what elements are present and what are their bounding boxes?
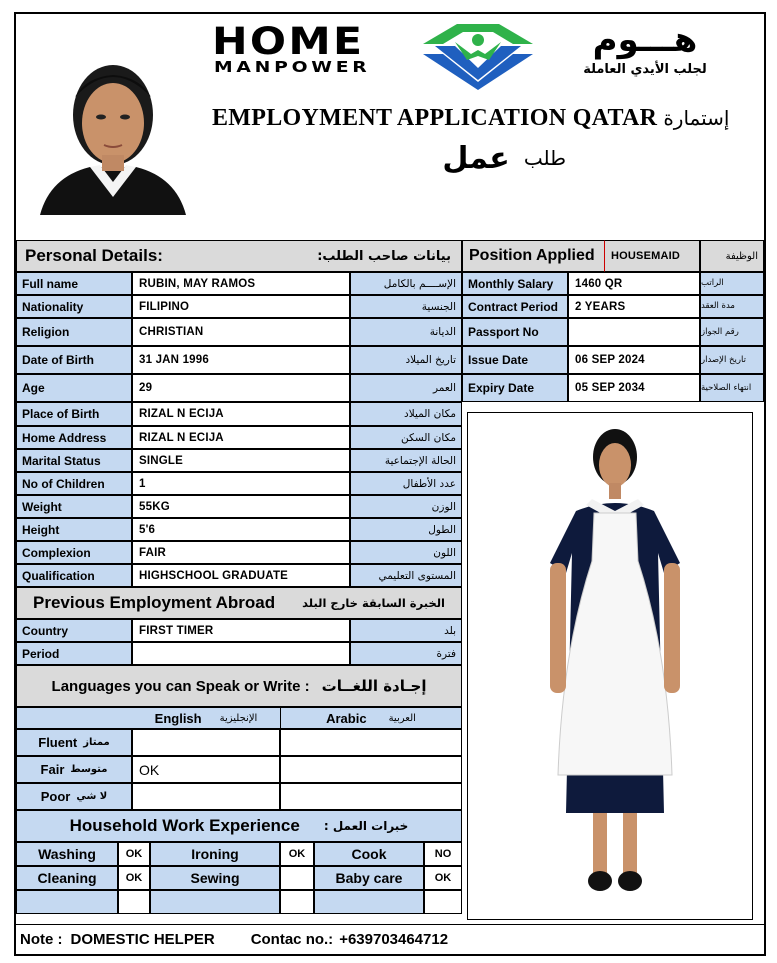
position-row-label-arabic: انتهاء الصلاحية (700, 374, 764, 402)
logo-text-home: HOME (212, 20, 365, 63)
form-subtitle-arabic-small: طلب (523, 146, 566, 170)
personal-row-label: Age (16, 374, 132, 402)
household-skill-label: Cleaning (16, 866, 118, 890)
personal-row-label-arabic: تاريخ الميلاد (350, 346, 462, 374)
language-level-label (16, 729, 132, 756)
personal-row-label-arabic: العمر (350, 374, 462, 402)
household-heading-english: Household Work Experience (69, 816, 300, 835)
personal-row-label: Place of Birth (16, 402, 132, 426)
logo-text-manpower: MANPOWER (214, 58, 371, 76)
personal-row-label: Home Address (16, 426, 132, 449)
footer-bar (16, 924, 764, 954)
position-row-value: 1460 QR (568, 272, 700, 295)
previous-row-label-arabic: فترة (350, 642, 462, 665)
languages-heading-arabic: إجـادة اللغــات (321, 677, 427, 695)
personal-row-label: Complexion (16, 541, 132, 564)
personal-row-label-arabic: الطول (350, 518, 462, 541)
position-row-value: 2 YEARS (568, 295, 700, 318)
household-skill-label: Cook (314, 842, 424, 866)
language-arabic-value (280, 756, 462, 783)
position-applied-value: HOUSEMAID (604, 240, 700, 272)
arabic-label-arabic: العربية (388, 712, 416, 724)
personal-row-label: Religion (16, 318, 132, 346)
personal-row-label-arabic: مكان الميلاد (350, 402, 462, 426)
personal-row-value: 31 JAN 1996 (132, 346, 350, 374)
household-skill-value: OK (118, 842, 150, 866)
language-level-arabic: ممتاز (83, 737, 110, 748)
personal-row-value: RIZAL N ECIJA (132, 402, 350, 426)
language-level-english: Poor (40, 789, 71, 804)
previous-row-label: Period (16, 642, 132, 665)
previous-row-value (132, 642, 350, 665)
previous-row-label: Country (16, 619, 132, 642)
household-skill-value (118, 890, 150, 914)
household-skill-value (424, 890, 462, 914)
household-skill-label (150, 890, 280, 914)
languages-heading (16, 665, 462, 707)
language-level-arabic: لا شي (76, 791, 108, 802)
personal-row-label-arabic: اللون (350, 541, 462, 564)
personal-row-value: RUBIN, MAY RAMOS (132, 272, 350, 295)
previous-employment-heading: Previous Employment Abroad (16, 587, 462, 619)
personal-row-label-arabic: المستوى التعليمي (350, 564, 462, 587)
personal-row-label-arabic: الإســــم بالكامل (350, 272, 462, 295)
personal-row-label-arabic: الوزن (350, 495, 462, 518)
household-skill-label: Washing (16, 842, 118, 866)
personal-details-heading: Personal Details: (16, 240, 462, 272)
previous-row-label-arabic: بلد (350, 619, 462, 642)
personal-row-label-arabic: مكان السكن (350, 426, 462, 449)
personal-row-value: 1 (132, 472, 350, 495)
personal-row-value: RIZAL N ECIJA (132, 426, 350, 449)
contact-label: Contac no.: (250, 931, 334, 948)
household-skill-value (280, 866, 314, 890)
household-skill-value: NO (424, 842, 462, 866)
household-skill-label: Ironing (150, 842, 280, 866)
personal-row-value: 5'6 (132, 518, 350, 541)
language-english-value (132, 783, 280, 810)
form-title (212, 102, 752, 134)
position-applied-heading-arabic: الوظيفة (700, 240, 764, 272)
applicant-portrait-photo (30, 47, 196, 215)
household-heading (16, 810, 462, 842)
personal-details-heading-arabic: بيانات صاحب الطلب: (317, 248, 451, 264)
language-level-label (16, 756, 132, 783)
position-row-label-arabic: تاريخ الإصدار (700, 346, 764, 374)
personal-row-label: Date of Birth (16, 346, 132, 374)
personal-row-label: No of Children (16, 472, 132, 495)
position-row-label-arabic: رقم الجواز (700, 318, 764, 346)
personal-row-label: Nationality (16, 295, 132, 318)
position-row-value (568, 318, 700, 346)
form-title-english: EMPLOYMENT APPLICATION QATAR (212, 104, 658, 131)
household-skill-value: OK (280, 842, 314, 866)
language-level-english: Fluent (38, 735, 78, 750)
arabic-label: Arabic (326, 710, 367, 726)
household-skill-label (16, 890, 118, 914)
household-skill-label: Sewing (150, 866, 280, 890)
form-subtitle (426, 138, 566, 178)
position-row-value: 05 SEP 2034 (568, 374, 700, 402)
language-english-value (132, 729, 280, 756)
personal-row-value: FILIPINO (132, 295, 350, 318)
personal-row-label: Marital Status (16, 449, 132, 472)
previous-employment-heading-arabic: الخبرة السابقة خارج البلد (302, 596, 445, 610)
personal-row-value: 29 (132, 374, 350, 402)
personal-row-value: CHRISTIAN (132, 318, 350, 346)
household-skill-value (280, 890, 314, 914)
application-form (14, 12, 766, 956)
personal-row-label-arabic: الجنسية (350, 295, 462, 318)
language-english-value: OK (132, 756, 280, 783)
previous-row-value: FIRST TIMER (132, 619, 350, 642)
household-heading-arabic: خبرات العمل : (323, 819, 409, 833)
position-row-label: Expiry Date (462, 374, 568, 402)
position-applied-heading: Position Applied (462, 240, 764, 272)
position-row-label-arabic: مدة العقد (700, 295, 764, 318)
english-label: English (154, 710, 202, 726)
position-row-value: 06 SEP 2024 (568, 346, 700, 374)
personal-row-label: Height (16, 518, 132, 541)
personal-row-label-arabic: الحالة الإجتماعية (350, 449, 462, 472)
language-level-english: Fair (40, 762, 65, 777)
form-subtitle-arabic-big: عمل (442, 140, 510, 176)
household-skill-value: OK (424, 866, 462, 890)
household-skill-label: Baby care (314, 866, 424, 890)
personal-row-value: SINGLE (132, 449, 350, 472)
language-level-label (16, 783, 132, 810)
languages-col-english (132, 707, 280, 729)
english-label-arabic: الإنجليزية (219, 712, 258, 724)
note-value: DOMESTIC HELPER (70, 931, 215, 948)
note-label: Note : (20, 931, 63, 948)
position-row-label: Passport No (462, 318, 568, 346)
personal-row-value: FAIR (132, 541, 350, 564)
company-logo (212, 20, 742, 90)
position-row-label: Issue Date (462, 346, 568, 374)
personal-row-value: HIGHSCHOOL GRADUATE (132, 564, 350, 587)
logo-emblem-icon (415, 20, 541, 90)
language-arabic-value (280, 783, 462, 810)
personal-row-label-arabic: عدد الأطفال (350, 472, 462, 495)
position-row-label-arabic: الراتب (700, 272, 764, 295)
language-arabic-value (280, 729, 462, 756)
languages-heading-english: Languages you can Speak or Write : (51, 677, 310, 695)
household-skill-value: OK (118, 866, 150, 890)
language-level-arabic: متوسط (70, 764, 108, 775)
personal-row-value: 55KG (132, 495, 350, 518)
contact-value: +639703464712 (339, 931, 449, 948)
form-title-arabic: إستمارة (663, 106, 730, 130)
personal-row-label: Weight (16, 495, 132, 518)
personal-row-label: Qualification (16, 564, 132, 587)
position-row-label: Contract Period (462, 295, 568, 318)
logo-text-arabic: هـــوم (592, 20, 698, 60)
household-skill-label (314, 890, 424, 914)
personal-row-label: Full name (16, 272, 132, 295)
personal-row-label-arabic: الديانة (350, 318, 462, 346)
languages-col-arabic (280, 707, 462, 729)
logo-tagline-arabic: لجلب الأيدي العاملة (583, 62, 707, 77)
applicant-full-body-photo (467, 412, 753, 920)
position-row-label: Monthly Salary (462, 272, 568, 295)
